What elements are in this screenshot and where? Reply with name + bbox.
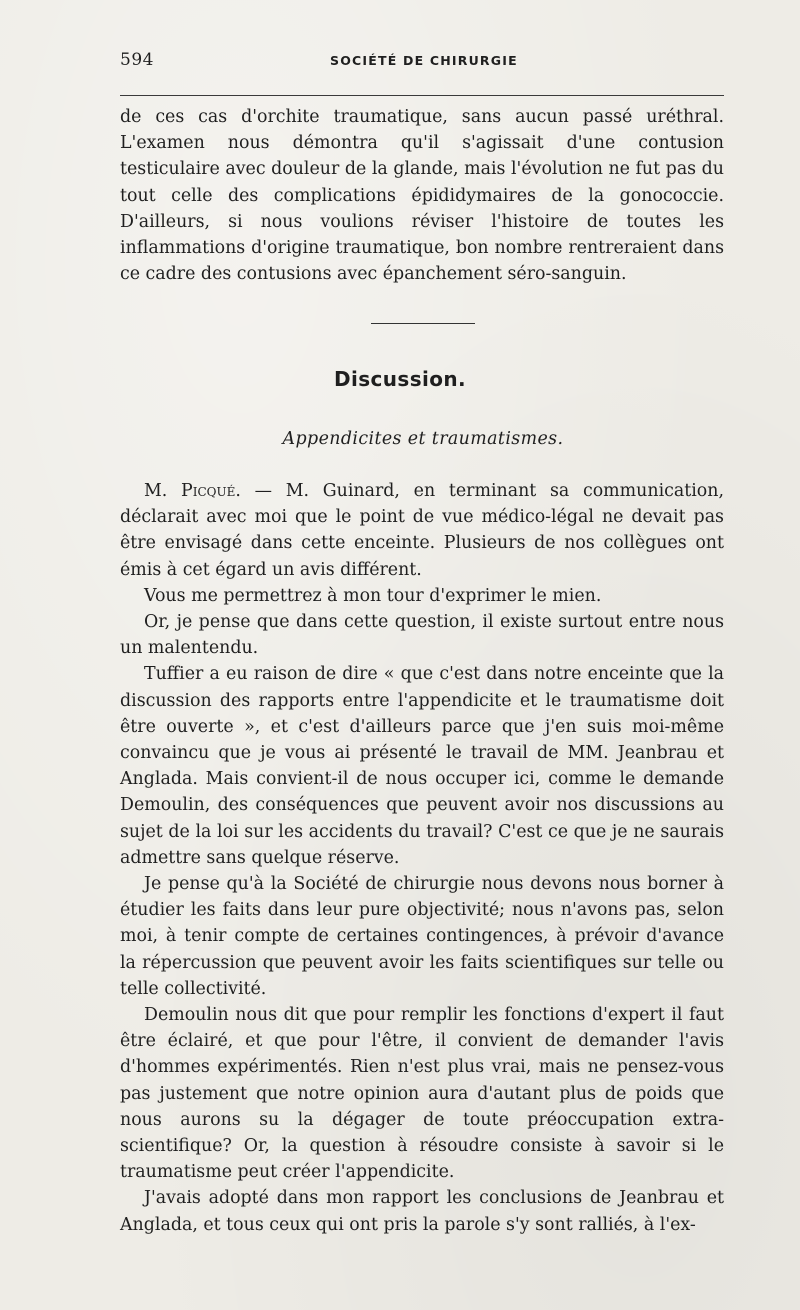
section-subtitle: Appendicites et traumatismes. [282,429,564,449]
speaker-name: M. Picqué. [144,481,241,501]
running-head [120,50,724,74]
section-title: Discussion. [333,367,467,391]
header-rule [120,95,724,96]
discussion-paragraph: Tuffier a eu raison de dire « que c'est dans notre enceinte que la discussion des rapports entre l'appendicite et le traumatisme doit être ouverte », et c'est d'ailleurs parce que j'en suis moi-même convaincu que je vous ai présenté le travail de MM. Jeanbrau et Anglada. Mais convient-il de nous occuper ici, comme le demande Demoulin, des conséquences que peuvent avoir nos discussions au sujet de la loi sur les accidents du travail? C'est ce que je ne saurais admettre sans quelque réserve. [120,664,724,868]
discussion-paragraph: J'avais adopté dans mon rapport les conclusions de Jeanbrau et Anglada, et tous ceux qui ont pris la parole s'y sont ralliés, à l'ex- [120,1188,724,1235]
discussion-paragraph [120,478,724,583]
discussion-paragraph-text: M. Guinard, en terminant sa communication, déclarait avec moi que le point de vue médico-légal ne devait pas être envisagé dans cette enceinte. Plusieurs de nos collègues ont émis à cet égard un avis différent. [120,481,724,580]
discussion-paragraph: Demoulin nous dit que pour remplir les fonctions d'expert il faut être éclairé, et que pour l'être, il convient de demander l'avis d'hommes expérimentés. Rien n'est plus vrai, mais ne pensez-vous pas justement que notre opinion aura d'autant plus de poids que nous aurons su la dégager de toute préoccupation extra-scientifique? Or, la question à résoudre consiste à savoir si le traumatisme peut créer l'appendicite. [120,1005,724,1183]
intro-paragraph-text: de ces cas d'orchite traumatique, sans aucun passé uréthral. L'examen nous démontra qu'il s'agissait d'une contusion testiculaire avec douleur de la glande, mais l'évolution ne fut pas du tout celle des complications épididymaires de la gonococcie. D'ailleurs, si nous voulions réviser l'histoire de toutes les inflammations d'origine traumatique, bon nombre rentreraient dans ce cadre des contusions avec épanchement séro-sanguin. [120,107,724,285]
discussion-paragraph: Je pense qu'à la Société de chirurgie nous devons nous borner à étudier les faits dans leur pure objectivité; nous n'avons pas, selon moi, à tenir compte de certaines contingences, à prévoir d'avance la répercussion que peuvent avoir les faits scientifiques sur telle ou telle collectivité. [120,874,724,999]
speaker-dash: — [240,481,286,501]
section-separator-rule [371,323,475,324]
discussion-paragraph: Or, je pense que dans cette question, il existe surtout entre nous un malentendu. [120,612,724,659]
intro-paragraph [120,104,724,287]
discussion-body [120,478,724,1238]
discussion-paragraph: Vous me permettrez à mon tour d'exprimer le mien. [144,585,602,606]
journal-title: SOCIÉTÉ DE CHIRURGIE [330,53,518,68]
page-number: 594 [120,50,154,70]
